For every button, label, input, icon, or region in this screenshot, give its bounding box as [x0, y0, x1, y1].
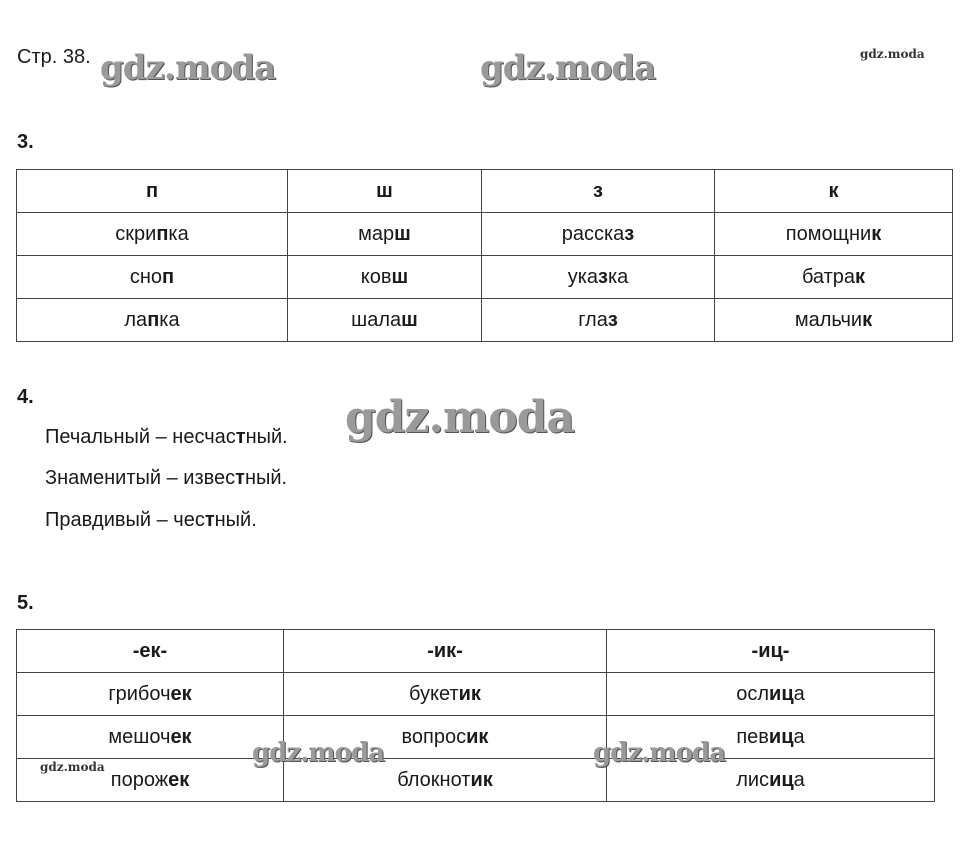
answer-line: Правдивый – честный.: [45, 509, 257, 531]
table-row: [17, 673, 935, 716]
header-cell: з: [482, 170, 715, 213]
table-row: [17, 213, 953, 256]
table-cell: рассказ: [482, 213, 715, 256]
header-cell: к: [715, 170, 953, 213]
table-header-row: [17, 630, 935, 673]
table-cell: сноп: [17, 256, 288, 299]
table-row: [17, 716, 935, 759]
answer-line: Печальный – несчастный.: [45, 426, 288, 448]
watermark-logo: gdz.moda: [100, 48, 276, 88]
table-cell: помощник: [715, 213, 953, 256]
header-cell: -иц-: [607, 630, 935, 673]
task-4-number: 4.: [17, 386, 34, 408]
consonants-table: [16, 169, 953, 342]
table-cell: глаз: [482, 299, 715, 342]
watermark-logo: gdz.moda: [480, 48, 656, 88]
header-cell: -ик-: [284, 630, 607, 673]
table-cell: батрак: [715, 256, 953, 299]
watermark-logo: gdz.moda: [345, 392, 575, 443]
table-cell: мешочек: [17, 716, 284, 759]
answer-line: Знаменитый – известный.: [45, 467, 288, 489]
table-row: [17, 759, 935, 802]
table-cell: певица: [607, 716, 935, 759]
table-row: [17, 299, 953, 342]
watermark-logo: gdz.moda: [860, 47, 925, 61]
header-cell: -ек-: [17, 630, 284, 673]
table-cell: лапка: [17, 299, 288, 342]
table-cell: порожек: [17, 759, 284, 802]
table-cell: блокнотик: [284, 759, 607, 802]
suffixes-table: [16, 629, 935, 802]
table-cell: скрипка: [17, 213, 288, 256]
table-cell: указка: [482, 256, 715, 299]
watermark-logo: gdz.moda: [252, 738, 385, 768]
table-row: [17, 256, 953, 299]
table-cell: ковш: [288, 256, 482, 299]
header-cell: ш: [288, 170, 482, 213]
table-cell: шалаш: [288, 299, 482, 342]
table-header-row: [17, 170, 953, 213]
header-cell: п: [17, 170, 288, 213]
task-3-number: 3.: [17, 131, 34, 153]
watermark-logo: gdz.moda: [40, 760, 105, 774]
table-cell: грибочек: [17, 673, 284, 716]
table-cell: вопросик: [284, 716, 607, 759]
watermark-logo: gdz.moda: [593, 738, 726, 768]
page-heading: Стр. 38.: [17, 46, 91, 68]
table-cell: мальчик: [715, 299, 953, 342]
table-cell: лисица: [607, 759, 935, 802]
table-cell: ослица: [607, 673, 935, 716]
table-cell: букетик: [284, 673, 607, 716]
task-5-number: 5.: [17, 592, 34, 614]
table-cell: марш: [288, 213, 482, 256]
